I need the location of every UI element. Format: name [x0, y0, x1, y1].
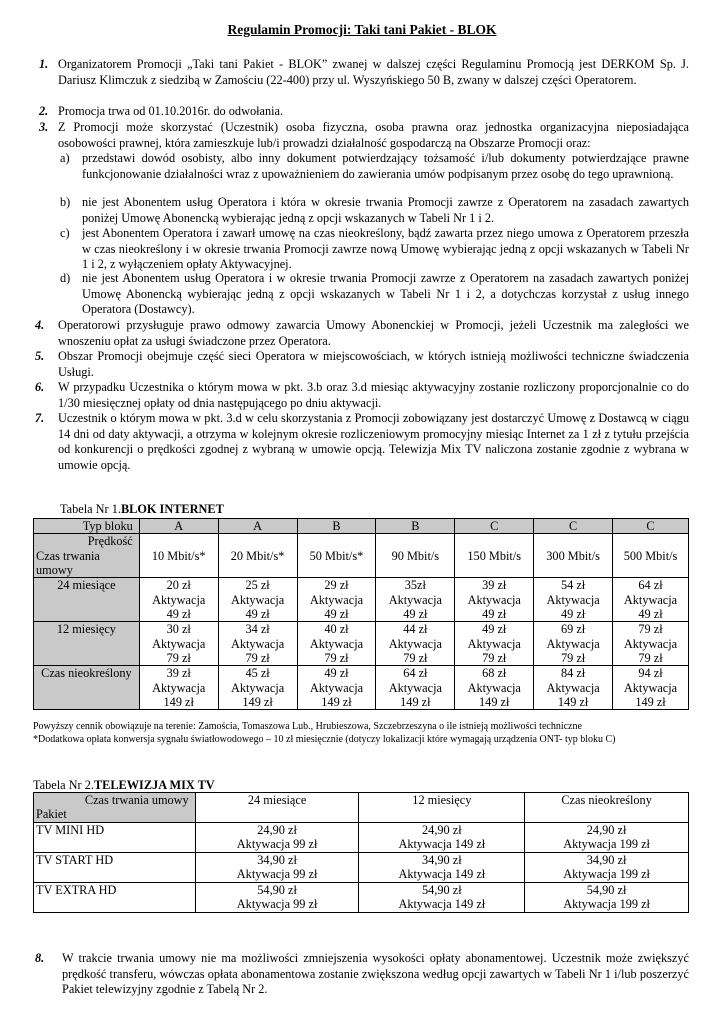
table2-corner-top: Czas trwania umowy [84, 793, 189, 807]
table2-price-cell [525, 883, 689, 913]
table1-caption [60, 502, 224, 517]
table1-price-price: 64 zł [403, 666, 428, 681]
table1-speed-cell: 500 Mbit/s [613, 534, 689, 578]
table2-package-row [34, 823, 689, 853]
table2-price-cell [359, 823, 525, 853]
table2-package-row [34, 883, 689, 913]
table1-price-cell [297, 666, 376, 710]
table1-note-ont: *Dodatkowa opłata konwersja sygnału światłowodowego – 10 zł miesięcznie (dotyczy lokalizacji które wymagają urządzenia ONT- typ bloku C) [33, 734, 616, 745]
table2-price-cell [195, 853, 359, 883]
table2-package-row [34, 853, 689, 883]
table1-type-cell: A [139, 519, 218, 534]
table1-price-cell [218, 578, 297, 622]
point-number: 4. [35, 318, 45, 332]
table2-price-cell [525, 853, 689, 883]
table2-price-price: 24,90 zł [422, 823, 462, 837]
table1-speed-row [34, 534, 689, 578]
table1-price-fee: 79 zł [324, 650, 349, 665]
point-number: 3. [39, 120, 49, 134]
table1-price-act: Aktywacja [152, 636, 206, 651]
table1-speed-cell: 20 Mbit/s* [218, 534, 297, 578]
table1-price-cell [534, 622, 613, 666]
table1-speed-cell: 150 Mbit/s [455, 534, 534, 578]
table1-price-fee: 79 zł [482, 650, 507, 665]
table2-corner-bottom: Pakiet [36, 807, 67, 822]
table2-price-fee: Aktywacja 99 zł [236, 837, 318, 852]
table1-speed-cell: 90 Mbit/s [376, 534, 455, 578]
table1-duration-label: 12 miesięcy [34, 622, 140, 666]
table1-price-row [34, 578, 689, 622]
internet-price-table [33, 518, 689, 710]
table1-price-cell [376, 622, 455, 666]
table1-corner-cell [34, 534, 140, 578]
table2-package-label: TV EXTRA HD [34, 883, 196, 913]
table2-price-price: 34,90 zł [422, 853, 462, 867]
table1-price-price: 54 zł [560, 578, 586, 593]
table2-price-cell [525, 823, 689, 853]
table1-corner-bottom: Czas trwania umowy [36, 548, 100, 577]
table2-price-cell [359, 853, 525, 883]
table1-price-act: Aktywacja [546, 680, 600, 695]
table1-type-cell: B [376, 519, 455, 534]
table1-price-cell [534, 578, 613, 622]
table1-price-cell [376, 666, 455, 710]
point-text: Promocja trwa od 01.10.2016r. do odwołania. [58, 104, 284, 118]
table1-price-act: Aktywacja [152, 680, 206, 695]
table1-price-price: 79 zł [638, 622, 663, 637]
table1-price-cell [455, 622, 534, 666]
table2-price-price: 24,90 zł [257, 823, 297, 837]
tv-price-table [33, 792, 689, 913]
table1-price-fee: 149 zł [479, 694, 510, 709]
table1-price-fee: 149 zł [242, 694, 273, 709]
table1-price-price: 84 zł [560, 666, 586, 681]
table1-price-price: 49 zł [324, 666, 349, 681]
table2-price-price: 54,90 zł [257, 883, 297, 897]
table2-price-cell [195, 823, 359, 853]
table2-price-fee: Aktywacja 99 zł [236, 897, 318, 912]
table1-note-area: Powyższy cennik obowiązuje na terenie: Zamościa, Tomaszowa Lub., Hrubieszowa, Szczebrzeszyna o ile istnieją możliwości techniczne [33, 721, 582, 732]
table1-price-act: Aktywacja [467, 680, 521, 695]
table1-price-fee: 49 zł [560, 606, 586, 621]
table1-type-cell: A [218, 519, 297, 534]
table1-price-price: 69 zł [560, 622, 586, 637]
table1-price-price: 30 zł [166, 622, 191, 637]
point-number: 7. [35, 411, 45, 425]
table1-price-act: Aktywacja [230, 680, 285, 695]
table1-price-cell [376, 578, 455, 622]
table1-price-price: 64 zł [638, 578, 663, 593]
table1-price-act: Aktywacja [388, 680, 442, 695]
table1-price-fee: 79 zł [245, 650, 270, 665]
subpoint-text: nie jest Abonentem usług Operatora i w okresie trwania Promocji zawrze z Operatorem na zasadach zawartych poniżej Umowę Abonencką wybierając jedną z opcji wskazanych w Tabeli Nr 1 i 2, a dotychczas korzystał z usług innego Operatora (Dostawcy). [82, 271, 689, 317]
table1-price-fee: 49 zł [324, 606, 349, 621]
table1-duration-label: 24 miesiące [34, 578, 140, 622]
table1-price-act: Aktywacja [467, 592, 521, 607]
table2-price-cell [359, 883, 525, 913]
table1-price-price: 49 zł [482, 622, 507, 637]
subpoint-letter: b) [60, 195, 71, 209]
table1-price-cell [455, 578, 534, 622]
table1-price-act: Aktywacja [546, 592, 600, 607]
table1-price-price: 40 zł [324, 622, 349, 637]
table1-price-cell [613, 578, 689, 622]
point-number: 6. [35, 380, 45, 394]
subpoint-text: jest Abonentem Operatora i zawarł umowę na czas nieokreślony, bądź zawarta przez niego umowa z Operatorem przeszła w czas nieokreślony i w okresie trwania Promocji zawrze nową Umowę wybierając jedną z opcji wskazanych w Tabeli Nr 1 i 2, z wyłączeniem opłaty Aktywacyjnej. [82, 226, 689, 272]
table2-price-price: 54,90 zł [422, 883, 462, 897]
table1-price-price: 39 zł [166, 666, 191, 681]
table1-price-cell [297, 578, 376, 622]
table2-column-header: 12 miesięcy [359, 793, 525, 823]
table1-price-fee: 49 zł [638, 606, 663, 621]
table1-price-cell [613, 622, 689, 666]
point-number: 2. [39, 104, 49, 118]
table2-price-fee: Aktywacja 199 zł [563, 897, 650, 912]
table1-price-price: 94 zł [638, 666, 663, 681]
table2-price-price: 24,90 zł [586, 823, 627, 837]
table1-price-act: Aktywacja [546, 636, 600, 651]
table1-price-fee: 49 zł [403, 606, 428, 621]
table1-price-row [34, 622, 689, 666]
table1-price-price: 45 zł [245, 666, 270, 681]
table2-price-price: 54,90 zł [586, 883, 627, 897]
table1-price-price: 20 zł [166, 578, 191, 593]
table1-speed-cell: 50 Mbit/s* [297, 534, 376, 578]
table1-type-cell: C [613, 519, 689, 534]
table1-price-price: 39 zł [482, 578, 507, 593]
table2-caption-prefix: Tabela Nr 2. [33, 778, 94, 792]
table1-price-fee: 49 zł [482, 606, 507, 621]
table2-body [34, 823, 689, 913]
page-title: Regulamin Promocji: Taki tani Pakiet - BLOK [227, 22, 497, 37]
table1-price-act: Aktywacja [152, 592, 206, 607]
table2-package-label: TV MINI HD [34, 823, 196, 853]
point-text: W trakcie trwania umowy nie ma możliwości zmniejszenia wysokości opłaty abonamentowej. Uczestnik może zwiększyć prędkość transferu, wówczas opłata abonamentowa zostanie zwiększona według opcji zawartych w Tabeli Nr 1 i/lub poszerzyć Pakiet telewizyjny zgodnie z Tabelą Nr 2. [62, 951, 689, 997]
table1-price-act: Aktywacja [623, 592, 678, 607]
table1-price-row [34, 666, 689, 710]
table2-package-label: TV START HD [34, 853, 196, 883]
table1-price-fee: 149 zł [400, 694, 431, 709]
point-text: Z Promocji może skorzystać (Uczestnik) osoba fizyczna, osoba prawna oraz jednostka organizacyjna nieposiadająca osobowości prawnej, która zamieszkuje lub/i prowadzi działalność gospodarczą na Obszarze Promocji oraz: [58, 120, 689, 150]
table1-price-price: 34 zł [245, 622, 270, 637]
table1-body [34, 578, 689, 710]
table2-price-cell [195, 883, 359, 913]
table1-speed-cell: 300 Mbit/s [534, 534, 613, 578]
table1-price-fee: 149 zł [557, 694, 589, 709]
point-number: 8. [35, 951, 45, 965]
table2-column-header: 24 miesiące [195, 793, 359, 823]
table1-row-header: Typ bloku [34, 519, 140, 534]
table2-header-row [34, 793, 689, 823]
table1-price-act: Aktywacja [467, 636, 521, 651]
table1-price-cell [139, 578, 218, 622]
table2-price-fee: Aktywacja 149 zł [398, 837, 486, 852]
table1-price-price: 25 zł [245, 578, 270, 593]
point-text: Uczestnik o którym mowa w pkt. 3.d w celu skorzystania z Promocji zobowiązany jest dostarczyć Umowę z Dostawcą w ciągu 14 dni od daty aktywacji, a otrzyma w kolejnym okresie rozliczeniowym promocyjny miesiąc Internet za 1 zł z tytułu przejścia od konkurencji o prędkości zgodnej z wybraną w umowie opcją. Telewizja Mix TV naliczona zostanie zgodnie z wybrana w umowie opcją. [58, 411, 689, 472]
table2-price-fee: Aktywacja 99 zł [236, 867, 318, 882]
subpoint-letter: d) [60, 271, 71, 285]
subpoint-text: nie jest Abonentem usług Operatora i która w okresie trwania Promocji zawrze z Operatorem na zasadach zawartych poniżej Umowę Abonencką wybierając jedną z opcji wskazanych w Tabeli Nr 1 i 2. [82, 195, 689, 225]
table2-column-header: Czas nieokreślony [525, 793, 689, 823]
table2-price-fee: Aktywacja 149 zł [398, 867, 486, 882]
table2-caption-title: TELEWIZJA MIX TV [93, 778, 215, 792]
table1-price-act: Aktywacja [309, 636, 364, 651]
table1-price-fee: 149 zł [163, 694, 194, 709]
table1-type-row [34, 519, 689, 534]
table1-price-cell [613, 666, 689, 710]
table1-price-fee: 149 zł [321, 694, 352, 709]
table2-price-price: 34,90 zł [586, 853, 627, 867]
subpoint-letter: a) [60, 151, 70, 165]
table1-caption-title: BLOK INTERNET [120, 502, 224, 516]
table1-price-fee: 79 zł [403, 650, 428, 665]
point-number: 5. [35, 349, 45, 363]
table2-price-fee: Aktywacja 199 zł [563, 867, 650, 882]
table1-price-price: 29 zł [324, 578, 349, 593]
table1-price-act: Aktywacja [309, 680, 364, 695]
table2-price-price: 34,90 zł [257, 853, 297, 867]
table1-price-cell [455, 666, 534, 710]
table2-caption [33, 778, 215, 793]
table1-price-act: Aktywacja [309, 592, 364, 607]
table1-price-fee: 149 zł [635, 694, 666, 709]
table1-type-cell: B [297, 519, 376, 534]
table1-caption-prefix: Tabela Nr 1. [60, 502, 121, 516]
table1-corner-top: Prędkość [87, 534, 133, 549]
table1-price-price: 44 zł [403, 622, 428, 637]
table1-price-fee: 49 zł [245, 606, 270, 621]
table1-price-cell [139, 666, 218, 710]
point-text: Operatorowi przysługuje prawo odmowy zawarcia Umowy Abonenckiej w Promocji, jeżeli Uczestnik ma zaległości we wnoszeniu opłat za usługi świadczone przez Operatora. [58, 318, 689, 348]
table1-price-cell [218, 622, 297, 666]
subpoint-text: przedstawi dowód osobisty, albo inny dokument potwierdzający tożsamość i/lub dokumenty potwierdzające prawne funkcjonowanie działalności wraz z upoważnieniem do zawierania umów podpisanym przez osobę do tego uprawnioną. [82, 151, 689, 181]
subpoint-letter: c) [60, 226, 70, 240]
table1-price-fee: 79 zł [638, 650, 663, 665]
table1-price-cell [218, 666, 297, 710]
table1-price-act: Aktywacja [230, 636, 285, 651]
table1-price-cell [139, 622, 218, 666]
point-text: Organizatorem Promocji „Taki tani Pakiet - BLOK” zwanej w dalszej części Regulaminu Promocją jest DERKOM Sp. J. Dariusz Klimczuk z siedzibą w Zamościu (22-400) przy ul. Wyszyńskiego 50 B, zwany w dalszej części Operatorem. [58, 57, 689, 87]
table1-price-act: Aktywacja [388, 636, 442, 651]
table1-price-act: Aktywacja [388, 592, 442, 607]
table1-type-cell: C [455, 519, 534, 534]
table1-price-price: 68 zł [482, 666, 507, 681]
table1-speed-cell: 10 Mbit/s* [139, 534, 218, 578]
point-text: Obszar Promocji obejmuje część sieci Operatora w miejscowościach, w których istnieją możliwości techniczne świadczenia Usługi. [58, 349, 689, 379]
table1-price-cell [297, 622, 376, 666]
point-text: W przypadku Uczestnika o którym mowa w pkt. 3.b oraz 3.d miesiąc aktywacyjny zostanie rozliczony proporcjonalnie co do 1/30 miesięcznej opłaty od dnia następującego po dniu aktywacji. [58, 380, 689, 410]
table2-price-fee: Aktywacja 149 zł [398, 897, 486, 912]
table1-duration-label: Czas nieokreślony [34, 666, 140, 710]
table1-type-cell: C [534, 519, 613, 534]
table1-price-act: Aktywacja [623, 636, 678, 651]
table1-price-price: 35zł [404, 578, 426, 593]
table1-price-cell [534, 666, 613, 710]
table1-price-act: Aktywacja [623, 680, 678, 695]
table2-price-fee: Aktywacja 199 zł [563, 837, 650, 852]
point-number: 1. [39, 57, 49, 71]
table1-price-fee: 49 zł [166, 606, 191, 621]
table2-corner-cell [34, 793, 196, 823]
table1-price-act: Aktywacja [230, 592, 285, 607]
table1-price-fee: 79 zł [560, 650, 586, 665]
table1-price-fee: 79 zł [166, 650, 191, 665]
